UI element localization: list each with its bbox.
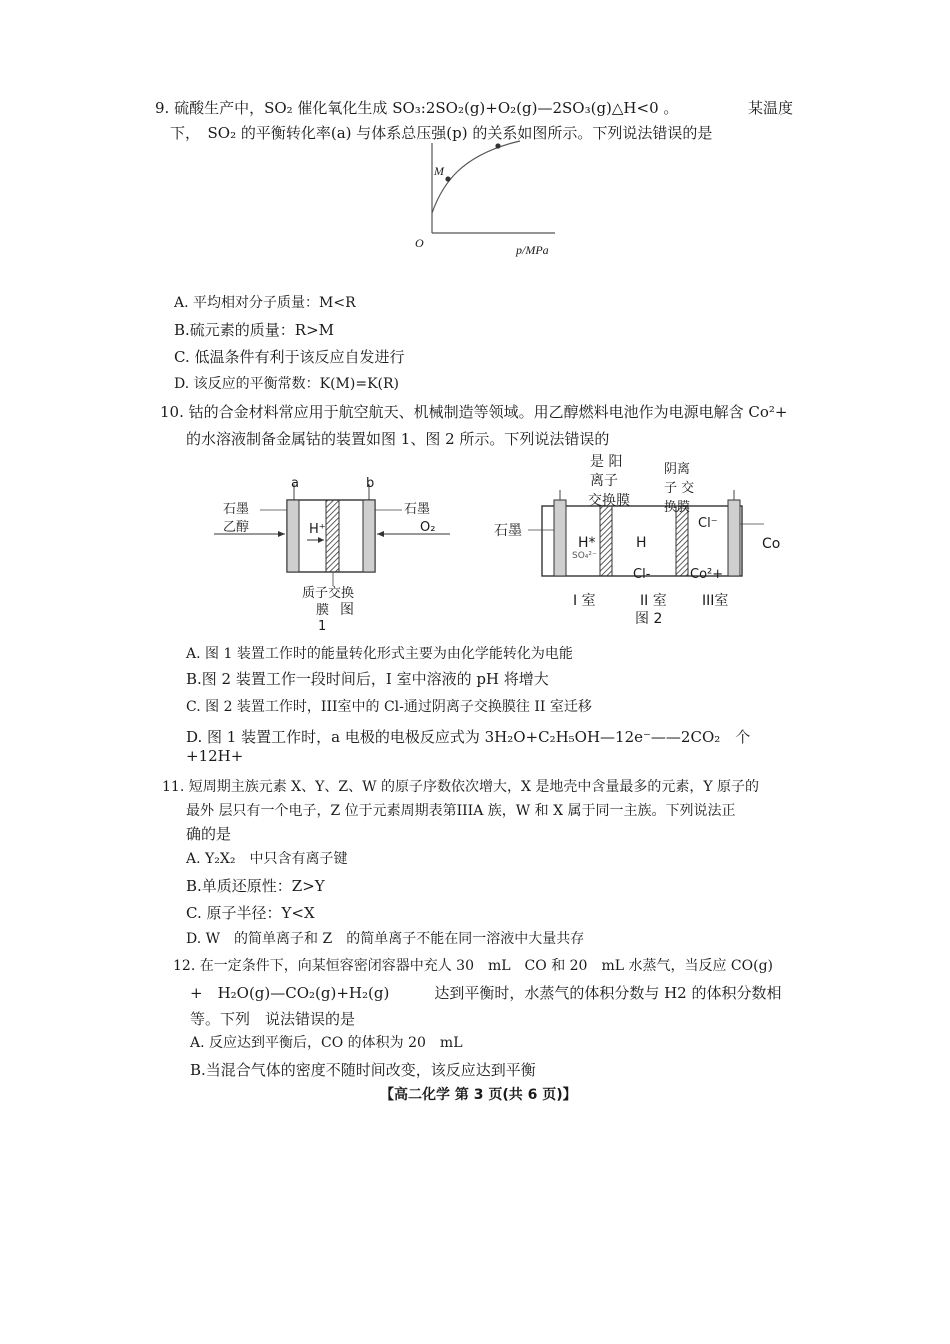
q9-point-r (495, 143, 500, 148)
fig1-hplus: H⁺ (309, 522, 326, 537)
q9-option-d: D. 该反应的平衡常数：K(M)=K(R) (174, 376, 399, 392)
fig2-sulfate: SO₄²⁻ (572, 551, 597, 561)
fig2-room-2: II 室 (640, 593, 667, 609)
q11-option-d: D. W 的简单离子和 Z 的简单离子不能在同一溶液中大量共存 (186, 931, 585, 947)
fig2-graphite: 石墨 (494, 523, 522, 539)
fig1-ethanol: 乙醇 (223, 520, 250, 535)
fig1-caption: 图 (340, 602, 354, 618)
q10-option-d: D. 图 1 装置工作时，a 电极的电极反应式为 3H₂O+C₂H₅OH—12e⁻——2CO₂ 个 (186, 728, 751, 746)
q11-option-a: A. Y₂X₂ 中只含有离子键 (186, 851, 348, 867)
fig2-h-star: H* (578, 535, 596, 551)
fig2-cl-right: Cl⁻ (698, 516, 718, 531)
fig2-cl-middle: Cl- (633, 567, 651, 582)
fig1-o2: O₂ (420, 520, 436, 535)
fig2-caption: 图 2 (635, 611, 663, 627)
fig1-graphite-right: 石墨 (404, 502, 431, 517)
q12-line1: 12. 在一定条件下，向某恒容密闭容器中充人 30 mL CO 和 20 mL 水蒸气，当反应 CO(g) (173, 958, 774, 974)
q10-option-c: C. 图 2 装置工作时，III室中的 Cl-通过阴离子交换膜往 II 室迁移 (186, 699, 592, 715)
fig2-anion-membrane-label-3: 换膜 (664, 500, 691, 515)
fig2-room-1: I 室 (573, 593, 596, 609)
q10-line2: 的水溶液制备金属钴的装置如图 1、图 2 所示。下列说法错误的 (186, 430, 610, 448)
fig2-anion-membrane-label-1: 阴离 (664, 462, 691, 477)
q10-option-b: B.图 2 装置工作一段时间后，I 室中溶液的 pH 将增大 (186, 670, 549, 688)
q9-point-m (445, 176, 450, 181)
fig2-anion-membrane-label-2: 子 交 (664, 481, 695, 496)
q9-origin-label: O (415, 236, 424, 250)
fig2-cation-membrane-label-3: 交换膜 (588, 493, 630, 509)
fig1-electrode-a: a (291, 476, 299, 491)
q9-option-a: A. 平均相对分子质量：M<R (174, 295, 356, 311)
fig2-cation-membrane-label-2: 离子 (590, 473, 618, 489)
q11-line2: 最外 层只有一个电子，Z 位于元素周期表第IIIA 族，W 和 X 属于同一主族。下列说法正 (186, 803, 736, 819)
q11-option-c: C. 原子半径：Y<X (186, 904, 315, 922)
q10-option-a: A. 图 1 装置工作时的能量转化形式主要为由化学能转化为电能 (186, 646, 573, 662)
q12-line3: 等。下列 说法错误的是 (190, 1010, 356, 1028)
fig2-co2plus: Co²+ (690, 567, 724, 582)
fig2-h-middle: H (636, 535, 647, 551)
fig1-membrane-label-2: 膜 (316, 603, 330, 618)
fig2-room-3: III室 (702, 593, 729, 609)
q9-point-m-label: M (434, 164, 444, 178)
q10-option-d-cont: +12H+ (186, 747, 244, 765)
q9-option-c: C. 低温条件有利于该反应自发进行 (174, 348, 405, 366)
fig1-caption-num: 1 (318, 619, 327, 634)
fig1-graphite-left: 石墨 (223, 502, 250, 517)
fig2-co-electrode: Co (762, 536, 781, 552)
q11-line3: 确的是 (186, 825, 232, 843)
q10-line1: 10. 钴的合金材料常应用于航空航天、机械制造等领域。用乙醇燃料电池作为电源电解含 Co²+ (160, 403, 788, 421)
q9-line1-tail: 某温度 (748, 99, 794, 117)
fig1-membrane-label: 质子交换 (302, 586, 355, 601)
q12-line2: + H₂O(g)—CO₂(g)+H₂(g) 达到平衡时，水蒸气的体积分数与 H2 的体积分数相 (190, 984, 782, 1002)
fig2-cation-membrane-label-1: 是 阳 (590, 454, 623, 470)
q11-line1: 11. 短周期主族元素 X、Y、Z、W 的原子序数依次增大，X 是地壳中含量最多的元素，Y 原子的 (162, 779, 760, 795)
q9-x-axis-label: p/MPa (516, 243, 549, 257)
q12-option-a: A. 反应达到平衡后，CO 的体积为 20 mL (190, 1035, 463, 1051)
q12-option-b: B.当混合气体的密度不随时间改变，该反应达到平衡 (190, 1061, 536, 1079)
q9-line1: 9. 硫酸生产中，SO₂ 催化氧化生成 SO₃:2SO₂(g)+O₂(g)—2SO₃(g)△H<0 。 (155, 99, 679, 117)
q9-option-b: B.硫元素的质量：R>M (174, 321, 335, 339)
page-footer: 【高二化学 第 3 页(共 6 页)】 (380, 1087, 577, 1103)
q11-option-b: B.单质还原性：Z>Y (186, 877, 325, 895)
q9-line2: 下， SO₂ 的平衡转化率(a) 与体系总压强(p) 的关系如图所示。下列说法错误的是 (170, 124, 713, 142)
fig1-electrode-b: b (366, 476, 375, 491)
